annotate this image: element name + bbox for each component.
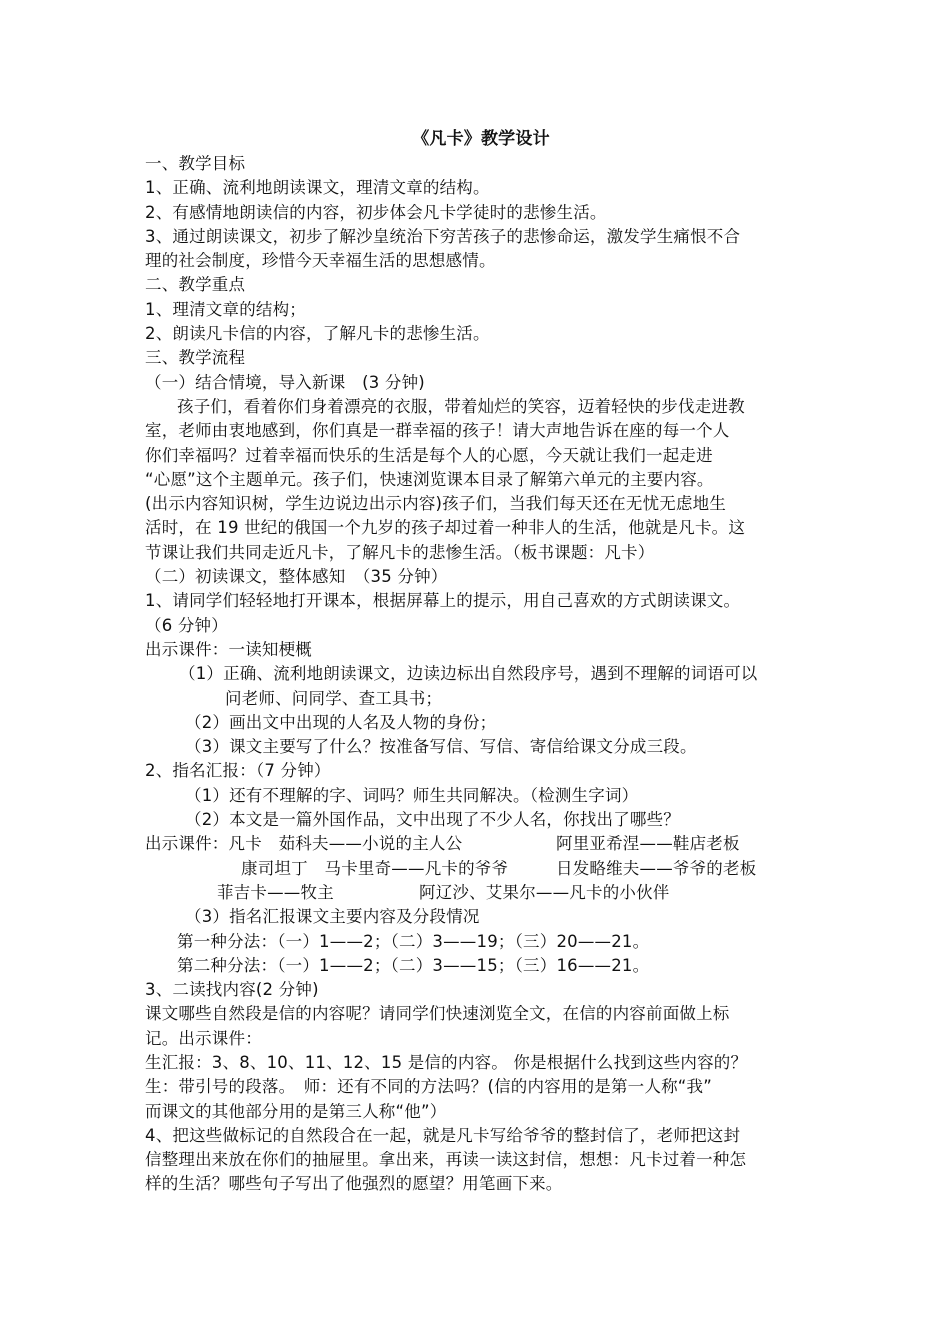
paragraph-line: 样的生活？哪些句子写出了他强烈的愿望？用笔画下来。 xyxy=(145,1174,563,1194)
list-item: （3）指名汇报课文主要内容及分段情况 xyxy=(185,907,480,927)
paragraph-line: 第二种分法：（一）1——2；（二）3——15；（三）16——21。 xyxy=(177,955,650,975)
document-title: 《凡卡》教学设计 xyxy=(412,129,550,149)
paragraph-line: 活时，在 19 世纪的俄国一个九岁的孩子却过着一种非人的生活，他就是凡卡。这 xyxy=(145,518,746,538)
paragraph-line: 生：带引号的段落。 师：还有不同的方法吗？(信的内容用的是第一人称“我” xyxy=(145,1077,712,1097)
paragraph-line: 课文哪些自然段是信的内容呢？请同学们快速浏览全文，在信的内容前面做上标 xyxy=(145,1004,730,1024)
subsection-heading: （二）初读课文，整体感知 （35 分钟） xyxy=(145,567,448,587)
paragraph-line: 节课让我们共同走近凡卡，了解凡卡的悲惨生活。（板书课题：凡卡） xyxy=(145,542,655,562)
list-item: （1）还有不理解的字、词吗？师生共同解决。（检测生字词） xyxy=(185,785,639,805)
paragraph-line: (出示内容知识树，学生边说边出示内容)孩子们，当我们每天还在无忧无虑地生 xyxy=(145,494,727,514)
paragraph-line: 2、有感情地朗读信的内容，初步体会凡卡学徒时的悲惨生活。 xyxy=(145,202,607,222)
section-heading: 三、教学流程 xyxy=(145,348,246,368)
paragraph-line: 2、朗读凡卡信的内容，了解凡卡的悲惨生活。 xyxy=(145,324,490,344)
paragraph-line: 记。出示课件： xyxy=(145,1028,262,1048)
character-row xyxy=(145,832,817,856)
character-row xyxy=(145,857,817,881)
character-entry: 出示课件：凡卡 茹科夫——小说的主人公 xyxy=(145,834,463,854)
paragraph-line: 生汇报：3、8、10、11、12、15 是信的内容。 你是根据什么找到这些内容的？ xyxy=(145,1052,748,1072)
paragraph-line: 室，老师由衷地感到，你们真是一群幸福的孩子！请大声地告诉在座的每一个人 xyxy=(145,421,730,441)
list-item: （3）课文主要写了什么？按准备写信、写信、寄信给课文分成三段。 xyxy=(185,737,697,757)
section-heading: 二、教学重点 xyxy=(145,275,246,295)
paragraph-line: 信整理出来放在你们的抽屉里。拿出来，再读一读这封信，想想：凡卡过着一种怎 xyxy=(145,1150,747,1170)
paragraph-line: 出示课件：一读知梗概 xyxy=(145,639,312,659)
character-row xyxy=(145,881,817,905)
paragraph-line: 你们幸福吗？过着幸福而快乐的生活是每个人的心愿，今天就让我们一起走进 xyxy=(145,445,713,465)
character-entry: 日发略维夫——爷爷的老板 xyxy=(556,858,757,878)
list-item: （2）本文是一篇外国作品，文中出现了不少人名，你找出了哪些？ xyxy=(185,810,680,830)
character-entry: 菲吉卡——牧主 xyxy=(217,882,334,902)
paragraph-line: 1、理清文章的结构； xyxy=(145,299,306,319)
list-item: （1）正确、流利地朗读课文，边读边标出自然段序号，遇到不理解的词语可以 xyxy=(179,664,758,684)
paragraph-line: 1、请同学们轻轻地打开课本，根据屏幕上的提示，用自己喜欢的方式朗读课文。 xyxy=(145,591,741,611)
paragraph-line: 第一种分法：（一）1——2；（二）3——19；（三）20——21。 xyxy=(177,931,650,951)
paragraph-line: 3、二读找内容(2 分钟) xyxy=(145,980,319,1000)
section-heading: 一、教学目标 xyxy=(145,154,246,173)
document-body xyxy=(145,126,817,1197)
list-item: （2）画出文中出现的人名及人物的身份； xyxy=(185,712,497,732)
paragraph-line: 理的社会制度，珍惜今天幸福生活的思想感情。 xyxy=(145,251,496,271)
paragraph-line: 2、指名汇报：（7 分钟） xyxy=(145,761,331,781)
subsection-heading: （一）结合情境，导入新课 (3 分钟) xyxy=(145,372,425,392)
paragraph-line: “心愿”这个主题单元。孩子们，快速浏览课本目录了解第六单元的主要内容。 xyxy=(145,469,714,489)
paragraph-line: 3、通过朗读课文，初步了解沙皇统治下穷苦孩子的悲惨命运，激发学生痛恨不合 xyxy=(145,226,741,246)
character-entry: 康司坦丁 马卡里奇——凡卡的爷爷 xyxy=(241,858,509,878)
paragraph-line: 4、把这些做标记的自然段合在一起，就是凡卡写给爷爷的整封信了，老师把这封 xyxy=(145,1125,741,1145)
paragraph-line: （6 分钟） xyxy=(145,615,228,635)
paragraph-line: 1、正确、流利地朗读课文，理清文章的结构。 xyxy=(145,178,490,198)
paragraph-line: 孩子们，看着你们身着漂亮的衣服，带着灿烂的笑容，迈着轻快的步伐走进教 xyxy=(177,396,745,416)
character-entry: 阿里亚希涅——鞋店老板 xyxy=(556,834,740,854)
character-entry: 阿辽沙、艾果尔——凡卡的小伙伴 xyxy=(419,882,670,902)
paragraph-line: 而课文的其他部分用的是第三人称“他”） xyxy=(145,1101,447,1121)
list-item-continuation: 问老师、问同学、查工具书； xyxy=(225,688,443,708)
